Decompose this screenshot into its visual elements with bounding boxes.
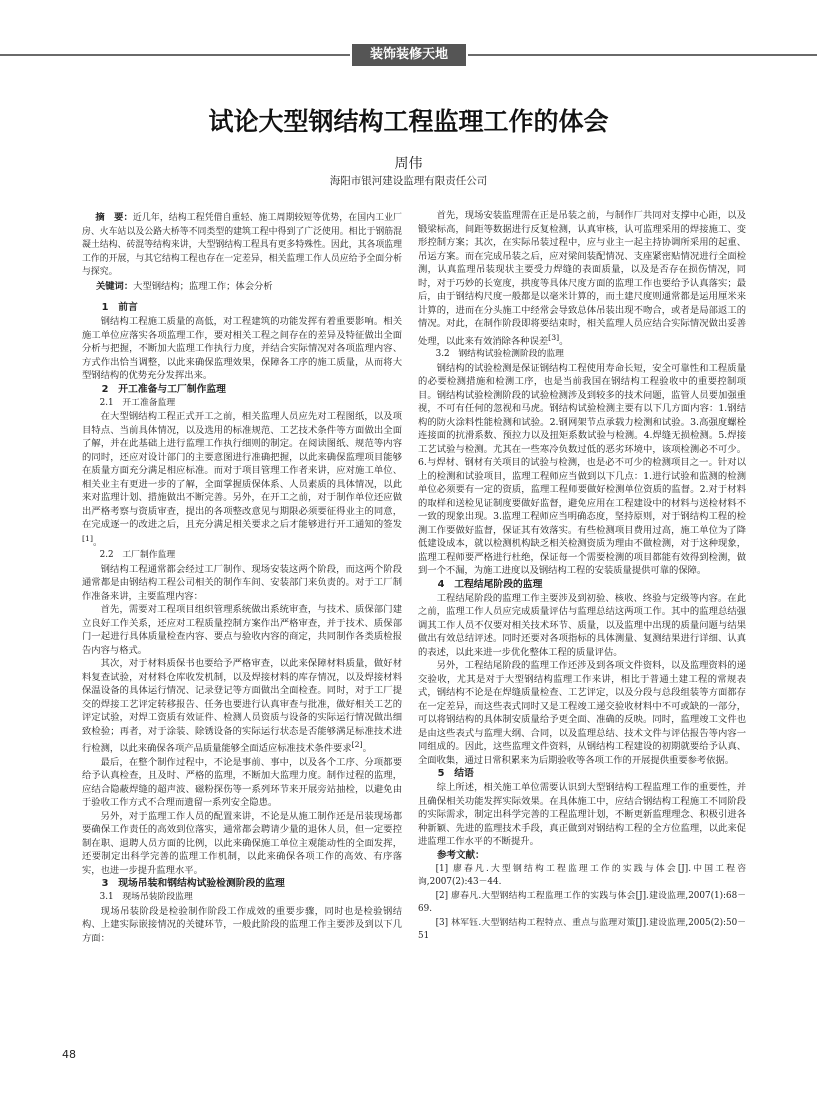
- paragraph: 另外，工程结尾阶段的监理工作还涉及到各项文件资料，以及监理资料的递交验收，尤其是对于大型钢结构监理工作来讲，相比于普通土建工程的常规表式，钢结构不论是在焊缝质量检查、工艺评定，以及分段与总段组装等方面都存在一定差异，而这些表式同时又是工程竣工递交验收材料中不可或缺的一部分，可以将钢结构的具体制安质量给予更全面、准确的反映。同时，监理竣工文件也是由这些表式与监理大纲、合同，以及监理总结、技术文件与评估报告等内容一同组成的。因此，这些监理文件资料，从钢结构工程建设的初期就要给予认真、全面收集，通过日常积累来为后期验收等各项工作的开展提供重要参考依据。: [418, 660, 746, 766]
- paragraph: 钢结构的试验检测是保证钢结构工程使用寿命长短，安全可靠性和工程质量的必要检测措施和检测工序，也是当前我国在钢结构工程验收中的重要控制项目。钢结构试验检测阶段的试验检测涉及到较多的技术问题，监管人员要加强重视，不可有任何的忽视和马虎。钢结构试验检测主要有以下几方面内容：1.钢结构的防火涂料性能检测和试验。2.钢网架节点承载力检测和试验。3.高强度螺栓连接面的抗滑系数、预拉力以及扭矩系数试验与检测。4.焊缝无损检测。5.焊接工艺试验与检测。尤其在一些寒冷负数过低的恶劣环境中，该项检测必不可少。6.与焊材、钢材有关项目的试验与检测，也是必不可少的检测项目之一。针对以上的检测和试验项目，监理工程师应当做到以下几点：1.进行试验和监测的检测单位必须要有一定的资质，监理工程师要做好检测单位资质的监督。2.对于材料的取样和送检见证制度要做好监督，避免应用在工程建设中的材料与送检材料不一致的现象出现。3.监理工程师应当明确态度，坚持原则，对于钢结构工程的检测工作要做好监督，保证其有效落实。有些检测项目费用过高，施工单位为了降低建设成本，就以检测机构缺乏相关检测资质为理由不做检测，对于这种现象，监理工程师要严格进行杜绝，保证每一个需要检测的项目都能有效得到检测，做到一个不漏，为施工进度以及钢结构工程的安装质量提供可靠的保障。: [418, 362, 746, 577]
- paragraph-text: 其次，对于材料质保书也要给予严格审查，以此来保障材料质量，做好材料复查试验，对材料仓库收发机制，以及焊接材料的库存情况，以及焊接材料保温设备的具体运行情况、记录登记等方面做出全面检查。同时，对于工厂提交的焊接工艺评定转移报告、任务也要进行认真审查与批准，做好相关工艺的评定试验，对焊工资质有效证件、检测人员资质与设备的实际运行情况做出细致检验；再者，对于涂装、除锈设备的实际运行状态是否能够满足标准技术进行检测，以此来确保各项产品质量能够全面适应标准技术条件要求: [82, 658, 402, 755]
- author-name: 周伟: [394, 156, 423, 172]
- left-column: [82, 211, 402, 945]
- paragraph-text: 首先，现场安装监理需在正是吊装之前，与制作厂共同对支撑中心距，以及锻梁标高，间距等数据进行反复检测，认真审核，认可监理采用的焊接施工、变形控制方案；其次，在实际吊装过程中，应与业主一起主持协调所采用的起重、吊运方案。而在完成吊装之后，应对梁间装配情况、支座紧密贴情况进行全面检测，认真监理吊装现状主要受力焊缝的表面质量，以及是否存在损伤情况，同时，对于巧妙的长宽度，拱度等具体尺度方面的监理工作也要给予认真落实；最后，由于钢结构尺度一般都是以毫米计算的，而土建尺度则通常都是运用厘米来计算的，进而在分头施工中经常会导致总体吊装出现不吻合，或者是局部返工的情况。对此，在制作阶段即将要结束时，相关监理人员应结合实际情况做出妥善处理，以此来有效消除各种误差: [418, 210, 746, 347]
- subsection-heading: 2.2 工厂制作监理: [99, 550, 176, 561]
- author-affiliation: 海阳市银河建设监理有限责任公司: [329, 175, 488, 187]
- header-rule-left: [0, 54, 350, 56]
- reference-item: [2] 廖春凡.大型钢结构工程监理工作的实践与体会[J].建设监理,2007(1):68－69.: [418, 890, 746, 915]
- section-heading: 2 开工准备与工厂制作监理: [101, 383, 226, 395]
- subsection-heading: 2.1 开工准备监理: [99, 397, 176, 408]
- subsection-heading: 3.1 现场吊装阶段监理: [99, 892, 193, 903]
- reference-item: [3] 林军钰.大型钢结构工程特点、重点与监理对策[J].建设监理,2005(2):50－51: [418, 917, 746, 942]
- section-tag: 装饰装修天地: [352, 44, 466, 66]
- section-header: [0, 44, 817, 66]
- subsection-heading: 3.2 钢结构试验检测阶段的监理: [435, 349, 564, 360]
- keywords-text: 大型钢结构；监理工作；体会分析: [133, 280, 273, 292]
- paragraph: 在大型钢结构工程正式开工之前，相关监理人员应先对工程图纸，以及项目特点、当前具体情况，以及选用的标准规范、工艺技术条件等方面做出全面了解，并在此基础上进行监理工作执行细则的制定。在阅读图纸、规范等内容的同时，还应对设计部门的主要意图进行准确把握，以此来确保监理项目能够在质量方面充分满足相应标准。而对于项目管理工作者来讲，应对施工单位、相关业主有更进一步的了解，全面掌握质保体系、人员素质的具体情况，以此来对监理计划、措施做出不断完善。另外，在开工之前，对于制作单位还应做出严格考察与资质审查，提出的各项整改意见与期限必须要征得业主的同意，在完成逐一的改进之后，且充分满足相关要求之后才能够进行开工通知的签发[1]。: [82, 411, 402, 548]
- abstract-label: 摘 要：: [95, 212, 133, 223]
- paragraph: 钢结构工程施工质量的高低，对工程建筑的功能发挥有着重要影响。相关施工单位应落实各项监理工作，要对相关工程之间存在的差异及特征做出全面分析与把握，不断加大监理工作执行力度，并结合实际情况对各项监理内容、方式作出恰当调整，以此来确保监理效果，保障各工序的施工质量，从而将大型钢结构的优势充分发挥出来。: [82, 316, 402, 381]
- header-rule-right: [468, 54, 817, 56]
- right-column: [418, 209, 746, 944]
- paragraph-continued: 首先，现场安装监理需在正是吊装之前，与制作厂共同对支撑中心距，以及锻梁标高，间距等数据进行反复检测，认真审核，认可监理采用的焊接施工、变形控制方案；其次，在实际吊装过程中，应与业主一起主持协调所采用的起重、吊运方案。而在完成吊装之后，应对梁间装配情况、支座紧密贴情况进行全面检测，认真监理吊装现状主要受力焊缝的表面质量，以及是否存在损伤情况，同时，对于巧妙的长宽度，拱度等具体尺度方面的监理工作也要给予认真落实；最后，由于钢结构尺度一般都是以毫米计算的，而土建尺度则通常都是运用厘米来计算的，进而在分头施工中经常会导致总体吊装出现不吻合，或者是局部返工的情况。对此，在制作阶段即将要结束时，相关监理人员应结合实际情况做出妥善处理，以此来有效消除各种误差[3]。: [418, 210, 746, 347]
- paragraph: 钢结构工程通常都会经过工厂制作、现场安装这两个阶段，而这两个阶段通常都是由钢结构工程公司相关的制作车间、安装部门来负责的。对于工厂制作准备来讲，主要监理内容：: [82, 563, 402, 602]
- reference-item: [1] 廖春凡.大型钢结构工程监理工作的实践与体会[J].中国工程咨询,2007(2):43－44.: [418, 863, 746, 888]
- paragraph: 其次，对于材料质保书也要给予严格审查，以此来保障材料质量，做好材料复查试验，对材料仓库收发机制，以及焊接材料的库存情况，以及焊接材料保温设备的具体运行情况、记录登记等方面做出全面检查。同时，对于工厂提交的焊接工艺评定转移报告、任务也要进行认真审查与批准，做好相关工艺的评定试验，对焊工资质有效证件、检测人员资质与设备的实际运行情况做出细致检验；再者，对于涂装、除锈设备的实际运行状态是否能够满足标准技术进行检测，以此来确保各项产品质量能够全面适应标准技术条件要求[2]。: [82, 658, 402, 755]
- citation: [1]: [82, 533, 93, 543]
- paragraph: 另外，对于监理工作人员的配置来讲，不论是从施工制作还是吊装现场都要确保工作责任的高效到位落实，通常都会聘请少量的退休人员，但一定要控制在职、退聘人员方面的比例，以此来确保施工单位主观能动性的全面发挥，还要制定出科学完善的监理工作机制，以此来确保各项工作的高效、有序落实，也进一步提升监理水平。: [82, 810, 402, 876]
- keywords-label: 关键词：: [95, 280, 134, 292]
- keywords: [82, 280, 402, 294]
- references-heading: 参考文献：: [437, 849, 485, 861]
- section-heading: 4 工程结尾阶段的监理: [437, 578, 543, 590]
- abstract-text: 近几年，结构工程凭借自重轻、施工周期较短等优势，在国内工业厂房、火车站以及公路大桥等不同类型的建筑工程中得到了广泛使用。相比于钢筋混凝土结构、砖混等结构来讲，大型钢结构工程具有更多特殊性。因此，其各项监理工作的开展，与其它结构工程也存在一定差异，相关监理工作人员应给予全面分析与探究。: [82, 213, 402, 277]
- paragraph: 首先，需要对工程项目组织管理系统做出系统审查，与技术、质保部门建立良好工作关系，还应对工程质量控制方案作出严格审查，并于技术、质保部门一起进行具体质量检查内容、要点与验收内容的商定，共同制作各类质检报告内容与格式。: [82, 604, 402, 656]
- paragraph: 综上所述，相关施工单位需要认识到大型钢结构工程监理工作的重要性，并且确保相关功能发挥实际效果。在具体施工中，应结合钢结构工程施工不同阶段的实际需求，制定出科学完善的工程监理计划，不断更新监理理念、积极引进各种新颖、先进的监理技术手段，真正做到对钢结构工程的全方位监理，以此来促进监理工作水平的不断提升。: [418, 782, 746, 848]
- page-number: 48: [62, 1048, 76, 1061]
- section-heading: 5 结语: [437, 768, 474, 780]
- abstract: [82, 211, 402, 280]
- citation: [3]: [548, 332, 560, 342]
- paragraph: 工程结尾阶段的监理工作主要涉及到初验、核收、终验与定级等内容。在此之前，监理工作人员应完成质量评估与监理总结这两项工作。其中的监理总结强调其工作人员不仅要对相关技术环节、质量，以及监理中出现的质量问题与结果做出有效总结评述。同时还要对各项指标的具体测量、复测结果进行详细、认真的表述，以此来进一步优化整体工程的质量评估。: [418, 592, 746, 658]
- paragraph-text: 在大型钢结构工程正式开工之前，相关监理人员应先对工程图纸，以及项目特点、当前具体情况，以及选用的标准规范、工艺技术条件等方面做出全面了解，并在此基础上进行监理工作执行细则的制定。在阅读图纸、规范等内容的同时，还应对设计部门的主要意图进行准确把握，以此来确保监理项目能够在质量方面充分满足相应标准。而对于项目管理工作者来讲，应对施工单位、相关业主有更进一步的了解，全面掌握质保体系、人员素质的具体情况，以此来对监理计划、措施做出不断完善。另外，在开工之前，对于制作单位还应做出严格考察与资质审查，提出的各项整改意见与期限必须要征得业主的同意，在完成逐一的改进之后，且充分满足相关要求之后才能够进行开工通知的签发: [82, 411, 402, 530]
- paragraph: 现场吊装阶段是检验制作阶段工作成效的重要步骤，同时也是检验钢结构、上建实际嵌接情况的关键环节，一般此阶段的监理工作主要涉及到以下几方面：: [82, 905, 402, 944]
- section-heading: 3 现场吊装和钢结构试验检测阶段的监理: [101, 878, 285, 890]
- article-title: 试论大型钢结构工程监理工作的体会: [208, 107, 609, 136]
- paragraph: 最后，在整个制作过程中，不论是事前、事中，以及各个工序、分项都要给予认真检查，且及时、严格的监理，不断加大监理力度。制作过程的监理，应结合隐蔽焊缝的超声波、磁粉探伤等一系列环节来开展旁站抽检，以避免由于验收工作方式不合理而遗留一系列安全隐患。: [82, 756, 402, 809]
- citation: [2]: [351, 740, 363, 750]
- section-heading: 1 前言: [101, 302, 138, 313]
